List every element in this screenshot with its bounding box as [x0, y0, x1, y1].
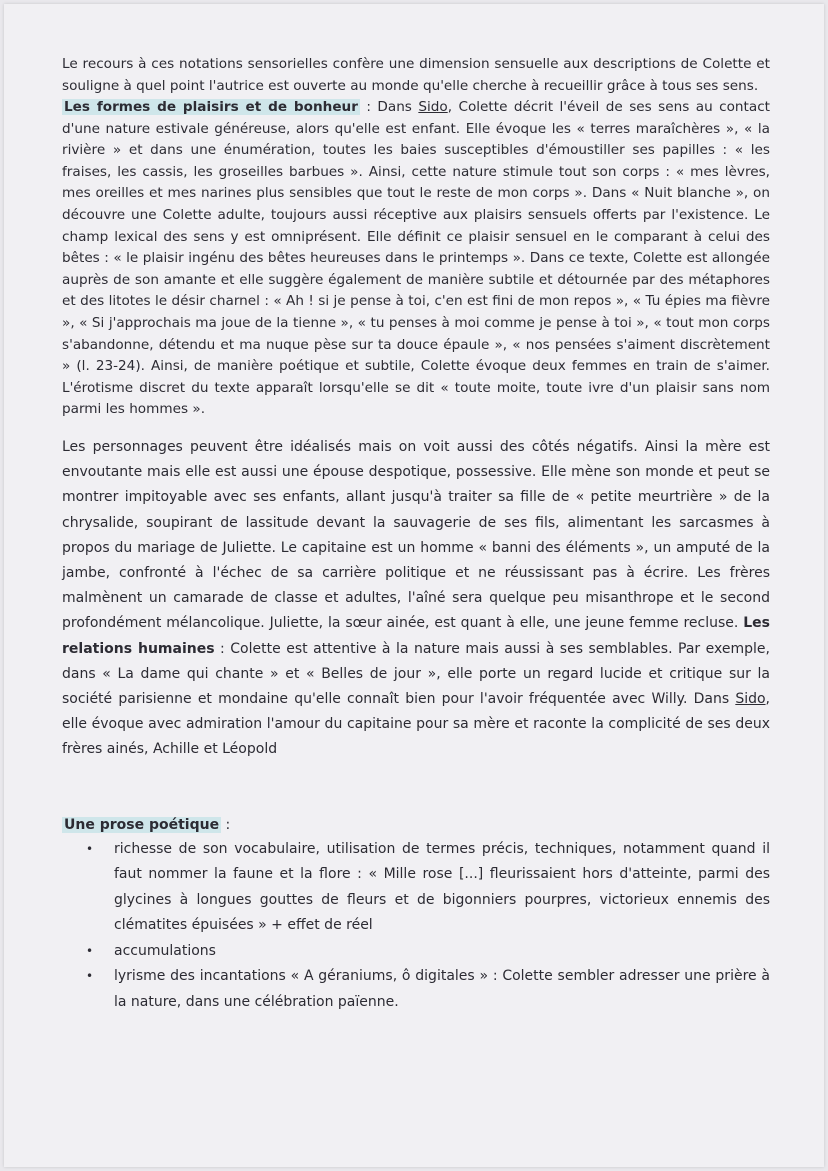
list-item [62, 964, 770, 1015]
list-item [62, 837, 770, 939]
relations-heading: Les relations humaines [62, 615, 770, 657]
pleasures-heading: Les formes de plaisirs et de bonheur [64, 99, 358, 115]
document-body [62, 54, 770, 1015]
pleasures-sep: : Dans [359, 99, 419, 115]
list-item-text: lyrisme des incantations « A géraniums, ô digitales » : Colette sembler adresser une prière à la nature, dans une célébration païenne. [114, 968, 770, 1010]
list-item-text: accumulations [114, 942, 216, 959]
list-item [62, 939, 770, 965]
bullet-icon: • [86, 841, 94, 856]
poetic-list [62, 837, 770, 1016]
work-title-sido: Sido [418, 99, 448, 115]
list-item-text: richesse de son vocabulaire, utilisation de termes précis, techniques, notamment quand il faut nommer la faune et la flore : « Mille rose [...] fleurissaient hors d'atteinte, parmi des glycines à longues gouttes de fleurs et de bigonniers pourpres, victorieux ennemis des clématites épuisées » + effet de réel [114, 840, 770, 934]
characters-paragraph [62, 435, 770, 763]
relations-end: , elle évoque avec admiration l'amour du capitaine pour sa mère et raconte la complicité de ses deux frères ainés, Achille et Léopold [62, 690, 770, 758]
pleasures-paragraph [62, 97, 770, 421]
pleasures-text: , Colette décrit l'éveil de ses sens au contact d'une nature estivale généreuse, alors qu'elle est enfant. Elle évoque les « terres maraîchères », « la rivière » et dans une énumération, toutes les baies susceptibles d'émoustiller ses papilles : « les fraises, les cassis, les groseilles barbues ». Ainsi, cette nature stimule tout son corps : « mes lèvres, mes oreilles et mes narines plus sensibles que tout le reste de mon corps ». Dans « Nuit blanche », on découvre une Colette adulte, toujours aussi réceptive aux plaisirs sensuels offerts par l'existence. Le champ lexical des sens y est omniprésent. Elle définit ce plaisir sensuel en le comparant à celui des bêtes : « le plaisir ingénu des bêtes heureuses dans le printemps ». Dans ce texte, Colette est allongée auprès de son amante et elle suggère également de manière subtile et détournée par des métaphores et des litotes le désir charnel : « Ah ! si je pense à toi, c'en est fini de mon repos », « Tu épies ma fièvre », « Si j'approchais ma joue de la tienne », « tu penses à moi comme je pense à toi », « tout mon corps s'abandonne, détendu et ma nuque pèse sur ta douce épaule », « nos pensées s'aiment discrètement » (l. 23-24). Ainsi, de manière poétique et subtile, Colette évoque deux femmes en train de s'aimer. L'érotisme discret du texte apparaît lorsqu'elle se dit « toute moite, toute ivre d'un plaisir sans nom parmi les hommes ». [62, 99, 771, 418]
document-page [4, 4, 824, 1167]
bullet-icon: • [86, 969, 94, 984]
intro-paragraph: Le recours à ces notations sensorielles confère une dimension sensuelle aux descriptions de Colette et souligne à quel point l'autrice est ouverte au monde qu'elle cherche à recueillir grâce à tous ses sens. [62, 56, 770, 94]
poetic-heading: Une prose poétique [64, 816, 220, 833]
characters-text: Les personnages peuvent être idéalisés mais on voit aussi des côtés négatifs. Ainsi la mère est envoutante mais elle est aussi une épouse despotique, possessive. Elle mène son monde et peut se montrer impitoyable avec ses enfants, allant jusqu'à traiter sa fille de « petite meurtrière » de la chrysalide, soupirant de lassitude devant la sauvagerie de ses fils, alimentant les sarcasmes à propos du mariage de Juliette. Le capitaine est un homme « banni des éléments », un amputé de la jambe, confronté à l'échec de sa carrière politique et ne réussissant pas à écrire. Les frères malmènent un camarade de classe et adultes, l'aîné sera quelque peu misanthrope et le second profondément mélancolique. Juliette, la sœur ainée, est quant à elle, une jeune femme recluse. [62, 438, 770, 632]
relations-text: : Colette est attentive à la nature mais aussi à ses semblables. Par exemple, dans « La dame qui chante » et « Belles de jour », elle porte un regard lucide et critique sur la société parisienne et mondaine qu'elle connaît bien pour l'avoir fréquentée avec Willy. Dans [62, 640, 770, 707]
poetic-sep: : [221, 816, 231, 833]
poetic-section-title [62, 813, 770, 837]
bullet-icon: • [86, 943, 94, 958]
work-title-sido-2: Sido [735, 690, 766, 707]
